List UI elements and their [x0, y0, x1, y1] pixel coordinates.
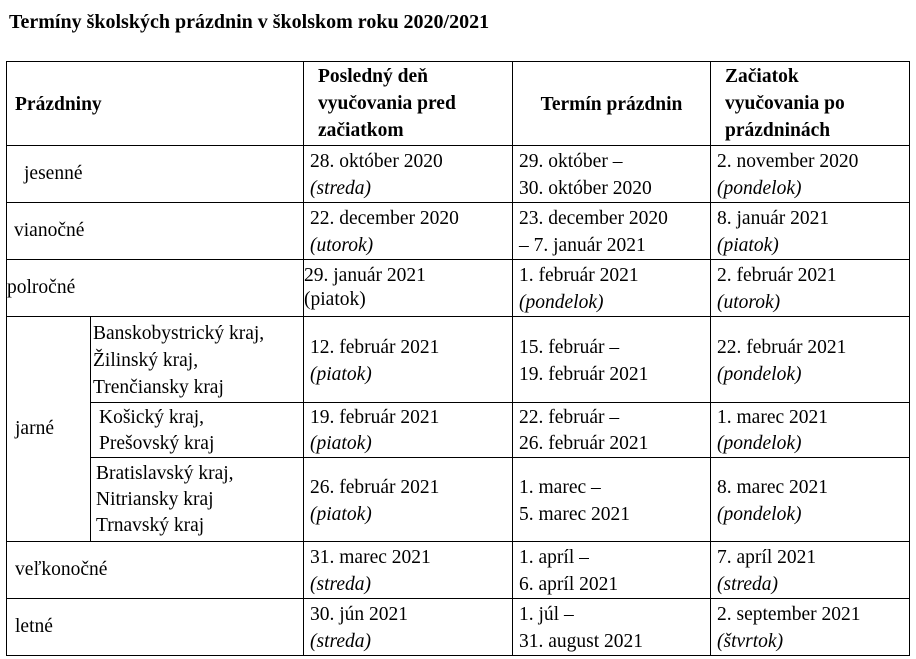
- table-row: [7, 599, 910, 656]
- last-day-cell: [304, 260, 513, 317]
- header-term: Termín prázdnin: [513, 62, 711, 146]
- last-day-weekday: (utorok): [310, 235, 374, 256]
- start-cell: [711, 542, 910, 599]
- last-day-cell: [304, 458, 513, 542]
- last-day-date: 12. február 2021: [310, 336, 440, 358]
- holiday-name-cell: [7, 542, 304, 599]
- start-weekday: (utorok): [717, 292, 781, 313]
- holiday-name: vianočné: [14, 220, 85, 241]
- last-day-weekday: (piatok): [310, 363, 372, 385]
- term-line: 5. marec 2021: [519, 503, 631, 525]
- start-date: 8. marec 2021: [717, 476, 829, 498]
- table-header-row: [7, 62, 910, 146]
- holiday-name-cell: [7, 599, 304, 656]
- header-start: [711, 62, 910, 146]
- region-cell: [91, 403, 304, 458]
- term-line: 29. október –: [519, 151, 623, 172]
- last-day-cell: [304, 203, 513, 260]
- start-weekday: (štvrtok): [717, 631, 784, 652]
- last-day-weekday: (streda): [310, 631, 372, 652]
- start-weekday: (pondelok): [717, 503, 802, 525]
- holiday-table: [6, 61, 910, 656]
- start-cell: [711, 317, 910, 403]
- header-start-line: vyučovania po: [725, 93, 845, 114]
- term-line: 19. február 2021: [519, 363, 649, 385]
- last-day-weekday: (piatok): [304, 289, 366, 310]
- last-day-date: 19. február 2021: [310, 407, 440, 428]
- table-row: [7, 317, 910, 403]
- holiday-name: jarné: [15, 418, 54, 439]
- last-day-date: 31. marec 2021: [310, 547, 431, 568]
- start-cell: [711, 403, 910, 458]
- term-cell: [513, 599, 711, 656]
- holiday-name: jesenné: [24, 163, 83, 184]
- table-row: [7, 203, 910, 260]
- start-weekday: (pondelok): [717, 363, 802, 385]
- holiday-name: polročné: [7, 277, 76, 298]
- last-day-date: 28. október 2020: [310, 151, 443, 172]
- table-row: [7, 542, 910, 599]
- region-name: Bratislavský kraj,: [96, 463, 234, 484]
- last-day-weekday: (piatok): [310, 503, 372, 525]
- start-cell: [711, 260, 910, 317]
- region-name: Žilinský kraj,: [93, 350, 199, 371]
- table-row: [7, 458, 910, 542]
- holiday-name-cell: [7, 260, 304, 317]
- term-line: 22. február –: [519, 407, 620, 428]
- region-name: Trenčiansky kraj: [93, 377, 224, 398]
- start-cell: [711, 458, 910, 542]
- last-day-date: 30. jún 2021: [310, 604, 409, 625]
- start-date: 8. január 2021: [717, 208, 830, 229]
- last-day-date: 22. december 2020: [310, 208, 459, 229]
- header-last-day-line: vyučovania pred: [318, 93, 456, 114]
- start-weekday: (piatok): [717, 235, 779, 256]
- header-start-line: Začiatok: [725, 66, 799, 87]
- start-weekday: (pondelok): [717, 433, 802, 454]
- page-title: Termíny školských prázdnin v školskom roku 2020/2021: [9, 11, 490, 33]
- start-cell: [711, 203, 910, 260]
- term-line: 26. február 2021: [519, 433, 649, 454]
- term-line: 1. júl –: [519, 604, 574, 625]
- holiday-name-cell: [7, 317, 91, 542]
- term-line: 23. december 2020: [519, 208, 668, 229]
- term-cell: [513, 317, 711, 403]
- term-cell: [513, 403, 711, 458]
- last-day-cell: [304, 403, 513, 458]
- term-weekday: (pondelok): [519, 292, 604, 313]
- table-row: [7, 403, 910, 458]
- term-cell: [513, 146, 711, 203]
- term-cell: [513, 458, 711, 542]
- last-day-cell: [304, 599, 513, 656]
- last-day-cell: [304, 542, 513, 599]
- term-line: 31. august 2021: [519, 631, 644, 652]
- term-line: 30. október 2020: [519, 178, 652, 199]
- last-day-cell: [304, 146, 513, 203]
- region-name: Prešovský kraj: [99, 433, 215, 454]
- last-day-date: 29. január 2021: [304, 265, 426, 286]
- term-cell: [513, 260, 711, 317]
- holiday-name-cell: [7, 203, 304, 260]
- term-line: – 7. január 2021: [519, 235, 646, 256]
- start-date: 2. november 2020: [717, 151, 859, 172]
- holiday-name-cell: [7, 146, 304, 203]
- holiday-name: veľkonočné: [15, 559, 108, 580]
- last-day-date: 26. február 2021: [310, 476, 440, 498]
- last-day-weekday: (piatok): [310, 433, 372, 454]
- holiday-name: letné: [15, 616, 53, 637]
- term-cell: [513, 542, 711, 599]
- start-date: 2. február 2021: [717, 265, 837, 286]
- last-day-weekday: (streda): [310, 178, 372, 199]
- header-last-day-line: začiatkom: [318, 120, 404, 141]
- header-start-line: prázdninách: [725, 120, 831, 141]
- header-last-day-line: Posledný deň: [318, 66, 428, 87]
- last-day-cell: [304, 317, 513, 403]
- region-name: Trnavský kraj: [96, 515, 205, 536]
- start-date: 22. február 2021: [717, 336, 847, 358]
- region-cell: [91, 458, 304, 542]
- start-weekday: (streda): [717, 574, 779, 595]
- term-line: 1. apríl –: [519, 547, 589, 568]
- start-cell: [711, 146, 910, 203]
- header-holiday: Prázdniny: [7, 62, 304, 146]
- table-row: [7, 146, 910, 203]
- start-date: 1. marec 2021: [717, 407, 829, 428]
- term-date: 1. február 2021: [519, 265, 639, 286]
- header-last-day: [304, 62, 513, 146]
- region-name: Nitriansky kraj: [96, 489, 214, 510]
- region-name: Košický kraj,: [99, 407, 205, 428]
- term-line: 6. apríl 2021: [519, 574, 619, 595]
- region-name: Banskobystrický kraj,: [93, 323, 265, 344]
- region-cell: [91, 317, 304, 403]
- start-cell: [711, 599, 910, 656]
- last-day-weekday: (streda): [310, 574, 372, 595]
- start-date: 7. apríl 2021: [717, 547, 817, 568]
- start-date: 2. september 2021: [717, 604, 861, 625]
- table-row: [7, 260, 910, 317]
- term-line: 15. február –: [519, 336, 620, 358]
- start-weekday: (pondelok): [717, 178, 802, 199]
- term-cell: [513, 203, 711, 260]
- term-line: 1. marec –: [519, 476, 601, 498]
